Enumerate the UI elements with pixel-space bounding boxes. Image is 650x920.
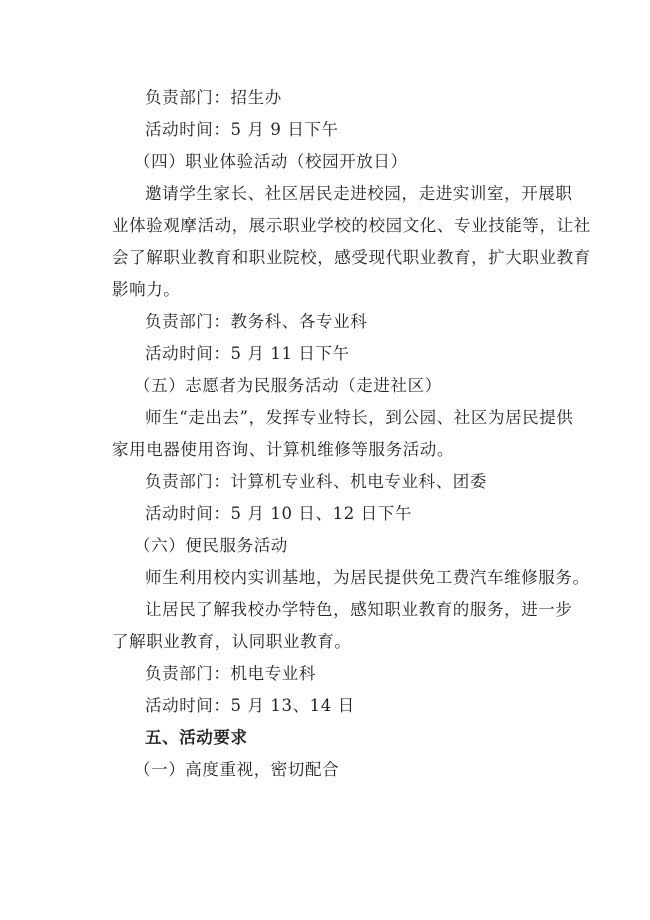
activity-time-line: 活动时间：5 月 13、14 日 [145, 696, 355, 715]
section-title-6: （六）便民服务活动 [134, 536, 288, 555]
responsible-dept-line: 负责部门：计算机专业科、机电专业科、团委 [145, 472, 487, 491]
paragraph-line: 影响力。 [112, 280, 181, 299]
paragraph-line: 了解职业教育，认同职业教育。 [112, 632, 352, 651]
paragraph-line: 会了解职业教育和职业院校，感受现代职业教育，扩大职业教育 [112, 248, 591, 267]
subsection-title-1: （一）高度重视，密切配合 [134, 760, 340, 779]
paragraph-line: 邀请学生家长、社区居民走进校园，走进实训室，开展职 [145, 184, 573, 203]
paragraph-line: 让居民了解我校办学特色，感知职业教育的服务，进一步 [145, 600, 573, 619]
paragraph-line: 业体验观摩活动，展示职业学校的校园文化、专业技能等，让社 [112, 216, 591, 235]
paragraph-line: 家用电器使用咨询、计算机维修等服务活动。 [112, 440, 454, 459]
activity-time-line: 活动时间：5 月 10 日、12 日下午 [145, 504, 412, 523]
paragraph-line: 师生“走出去”，发挥专业特长，到公园、社区为居民提供 [145, 408, 574, 427]
paragraph-convenience [112, 598, 573, 653]
responsible-dept-line: 负责部门：机电专业科 [145, 664, 316, 683]
paragraph-line: 师生利用校内实训基地，为居民提供免工费汽车维修服务。 [145, 568, 590, 587]
section-heading-requirements: 五、活动要求 [145, 728, 248, 747]
paragraph-volunteer [112, 406, 574, 461]
activity-time-line: 活动时间：5 月 9 日下午 [145, 120, 339, 139]
section-title-4: （四）职业体验活动（校园开放日） [134, 152, 408, 171]
paragraph-career-experience [112, 182, 591, 301]
responsible-dept-line: 负责部门：教务科、各专业科 [145, 312, 368, 331]
activity-time-line: 活动时间：5 月 11 日下午 [145, 344, 350, 363]
responsible-dept-line: 负责部门：招生办 [145, 88, 282, 107]
section-title-5: （五）志愿者为民服务活动（走进社区） [134, 376, 442, 395]
